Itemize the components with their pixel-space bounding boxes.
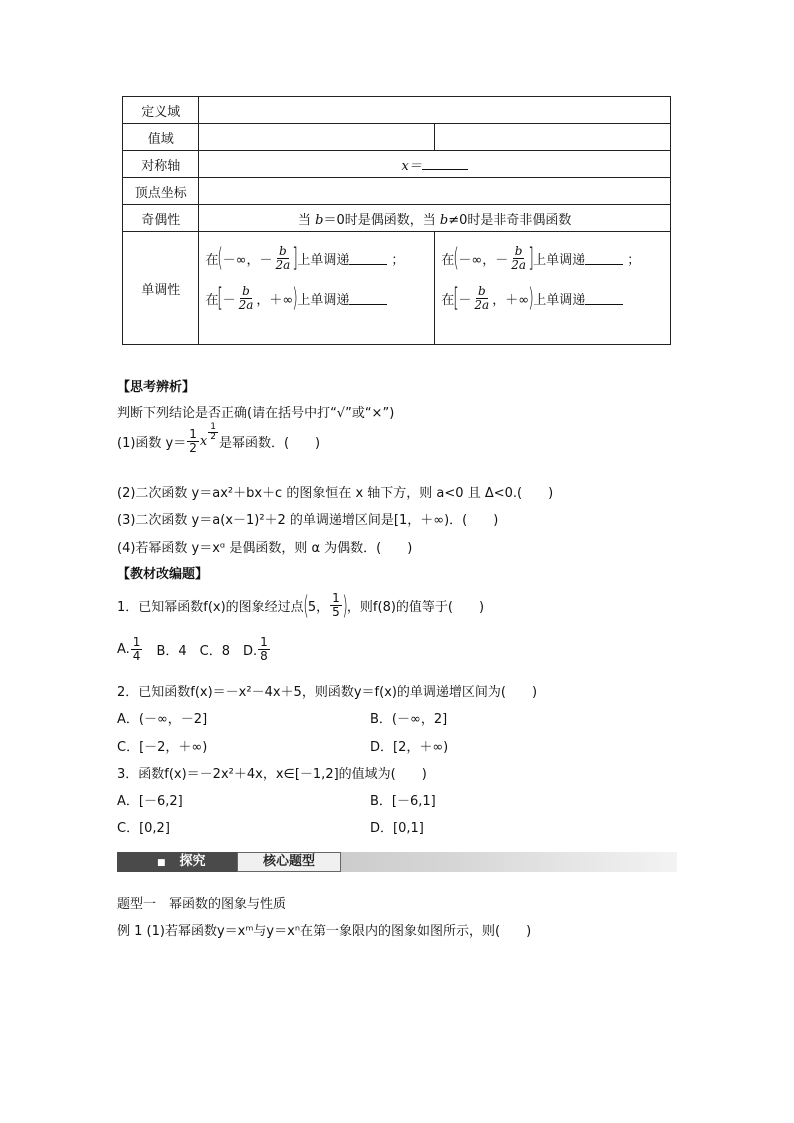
mono-blank <box>349 292 387 305</box>
properties-table <box>122 96 671 345</box>
q1-fraction <box>187 428 199 455</box>
p1-frac-den: 5 <box>332 605 340 619</box>
in-text: 在 <box>205 252 219 268</box>
left-bracket: [ <box>453 283 460 313</box>
mono-blank <box>585 292 623 305</box>
q1-frac-den: 2 <box>189 441 197 455</box>
left-bracket: ( <box>453 243 460 273</box>
frac-den: 2a <box>238 297 254 312</box>
think-q3: (3)二次函数 y＝a(x－1)²＋2 的单调递增区间是[1，＋∞)．( ) <box>117 513 499 528</box>
p1-fraction <box>330 592 342 619</box>
think-instruction: 判断下列结论是否正确(请在括号中打“√”或“×”) <box>117 406 395 421</box>
range-label: 值域 <box>123 124 199 151</box>
fraction-b-2a <box>509 245 528 272</box>
mono-blank <box>585 252 623 265</box>
axis-label: 对称轴 <box>123 151 199 178</box>
mono-right-row-1 <box>435 238 670 278</box>
minus-text: － <box>222 292 236 308</box>
mono-text: 上单调递 <box>533 292 586 308</box>
parity-text-3: ≠0时是非奇非偶函数 <box>448 212 572 228</box>
p1-right-paren: ) <box>342 590 348 621</box>
fraction-b-2a <box>237 285 256 312</box>
axis-value: x＝ <box>401 158 422 174</box>
vertex-cell <box>199 178 671 205</box>
frac-den: 2a <box>474 297 490 312</box>
parity-b-2: b <box>439 212 449 228</box>
fraction-b-2a <box>472 285 491 312</box>
p1-options-bc: B．4 C．8 D. <box>143 644 258 659</box>
right-bracket: ) <box>528 283 534 313</box>
range-cell-right <box>435 124 671 151</box>
p1-text-a: 1．已知幂函数f(x)的图象经过点 <box>117 600 304 615</box>
banner-right-label: 核心题型 <box>237 852 341 872</box>
p2-option-b: B．(－∞，2] <box>370 712 448 727</box>
mono-blank <box>349 252 387 265</box>
banner-left-label: 探究 <box>179 854 206 869</box>
problem-2: 2．已知函数f(x)＝－x²－4x＋5，则函数y＝f(x)的单调递增区间为( ) <box>117 685 538 700</box>
p1-a-num: 1 <box>132 635 141 649</box>
p3-option-a: A．[－6,2] <box>117 794 183 809</box>
range-cell-left <box>199 124 435 151</box>
pos-inf-text: ，＋∞ <box>492 292 530 308</box>
q1-exp-den: 2 <box>210 432 216 442</box>
p1-d-num: 1 <box>260 635 268 649</box>
in-text: 在 <box>441 252 455 268</box>
neg-inf-text: －∞，－ <box>222 252 273 268</box>
p2-option-a: A．(－∞，－2] <box>117 712 208 727</box>
mono-left-row-2 <box>199 278 434 318</box>
section-banner <box>117 852 677 872</box>
p1-d-fraction <box>258 636 270 663</box>
axis-cell <box>199 151 671 178</box>
right-bracket: ) <box>292 283 299 313</box>
frac-num: b <box>477 283 486 298</box>
pos-inf-text: ，＋∞ <box>256 292 294 308</box>
monotonic-label: 单调性 <box>123 232 199 345</box>
think-q2: (2)二次函数 y＝ax²＋bx＋c 的图象恒在 x 轴下方，则 a<0 且 Δ<0.( ) <box>117 486 554 501</box>
parity-label: 奇偶性 <box>123 205 199 232</box>
p1-frac-num: 1 <box>332 591 340 605</box>
q1-text-a: (1)函数 y＝ <box>117 436 187 451</box>
q1-exp-num: 1 <box>210 422 216 432</box>
axis-blank <box>422 157 468 170</box>
semicolon: ； <box>627 252 641 268</box>
p2-option-d: D．[2，＋∞) <box>370 740 449 755</box>
p1-left-paren: ( <box>302 590 309 621</box>
left-bracket: [ <box>217 283 224 313</box>
mono-right-row-2 <box>435 278 670 318</box>
mono-left-row-1 <box>199 238 434 278</box>
p1-d-den: 8 <box>260 649 268 663</box>
think-q4: (4)若幂函数 y＝xᵅ 是偶函数，则 α 为偶数．( ) <box>117 541 413 556</box>
q1-exponent <box>208 423 218 442</box>
q1-x: x <box>199 434 208 449</box>
p1-option-a: A. <box>117 642 130 657</box>
domain-label: 定义域 <box>123 97 199 124</box>
fraction-b-2a <box>273 245 292 272</box>
p1-a-fraction <box>131 636 143 663</box>
p2-option-c: C．[－2，＋∞) <box>117 740 208 755</box>
right-bracket: ] <box>292 243 299 273</box>
in-text: 在 <box>205 292 219 308</box>
in-text: 在 <box>441 292 455 308</box>
parity-text-2: ＝0时是偶函数，当 <box>323 212 440 228</box>
p1-a-den: 4 <box>132 649 141 663</box>
topic-title: 题型一 幂函数的图象与性质 <box>117 897 287 912</box>
parity-text-1: 当 <box>298 212 316 228</box>
monotonic-cell-right <box>435 232 671 345</box>
q1-text-c: 是幂函数．( ) <box>218 436 321 451</box>
mono-text: 上单调递 <box>533 252 586 268</box>
example-1: 例 1 (1)若幂函数y＝xᵐ与y＝xⁿ在第一象限内的图象如图所示，则( ) <box>117 924 532 939</box>
frac-num: b <box>242 283 250 298</box>
p3-option-d: D．[0,1] <box>370 821 424 836</box>
mono-text: 上单调递 <box>297 252 350 268</box>
frac-den: 2a <box>275 257 291 272</box>
parity-b-1: b <box>315 212 324 228</box>
minus-text: － <box>458 292 472 308</box>
left-bracket: ( <box>217 243 224 273</box>
think-title: 【思考辨析】 <box>117 380 196 395</box>
domain-cell <box>199 97 671 124</box>
banner-left <box>117 852 237 872</box>
think-q1 <box>117 422 321 455</box>
neg-inf-text: －∞，－ <box>458 252 509 268</box>
p1-text-b: ，则f(8)的值等于( ) <box>346 600 485 615</box>
p3-option-b: B．[－6,1] <box>370 794 436 809</box>
frac-num: b <box>279 243 287 258</box>
parity-cell <box>199 205 671 232</box>
monotonic-cell-left <box>199 232 435 345</box>
q1-frac-num: 1 <box>189 427 197 441</box>
problem-3: 3．函数f(x)＝－2x²＋4x，x∈[－1,2]的值域为( ) <box>117 767 427 782</box>
textbook-title: 【教材改编题】 <box>117 567 209 582</box>
frac-den: 2a <box>511 257 527 272</box>
frac-num: b <box>514 243 523 258</box>
semicolon: ； <box>391 252 405 268</box>
p3-option-c: C．[0,2] <box>117 821 170 836</box>
banner-bullet-icon: ■ <box>157 858 166 868</box>
vertex-label: 顶点坐标 <box>123 178 199 205</box>
problem-1-options <box>117 636 271 663</box>
right-bracket: ] <box>528 243 534 273</box>
p1-point: 5， <box>307 600 330 615</box>
mono-text: 上单调递 <box>297 292 350 308</box>
problem-1 <box>117 592 484 619</box>
